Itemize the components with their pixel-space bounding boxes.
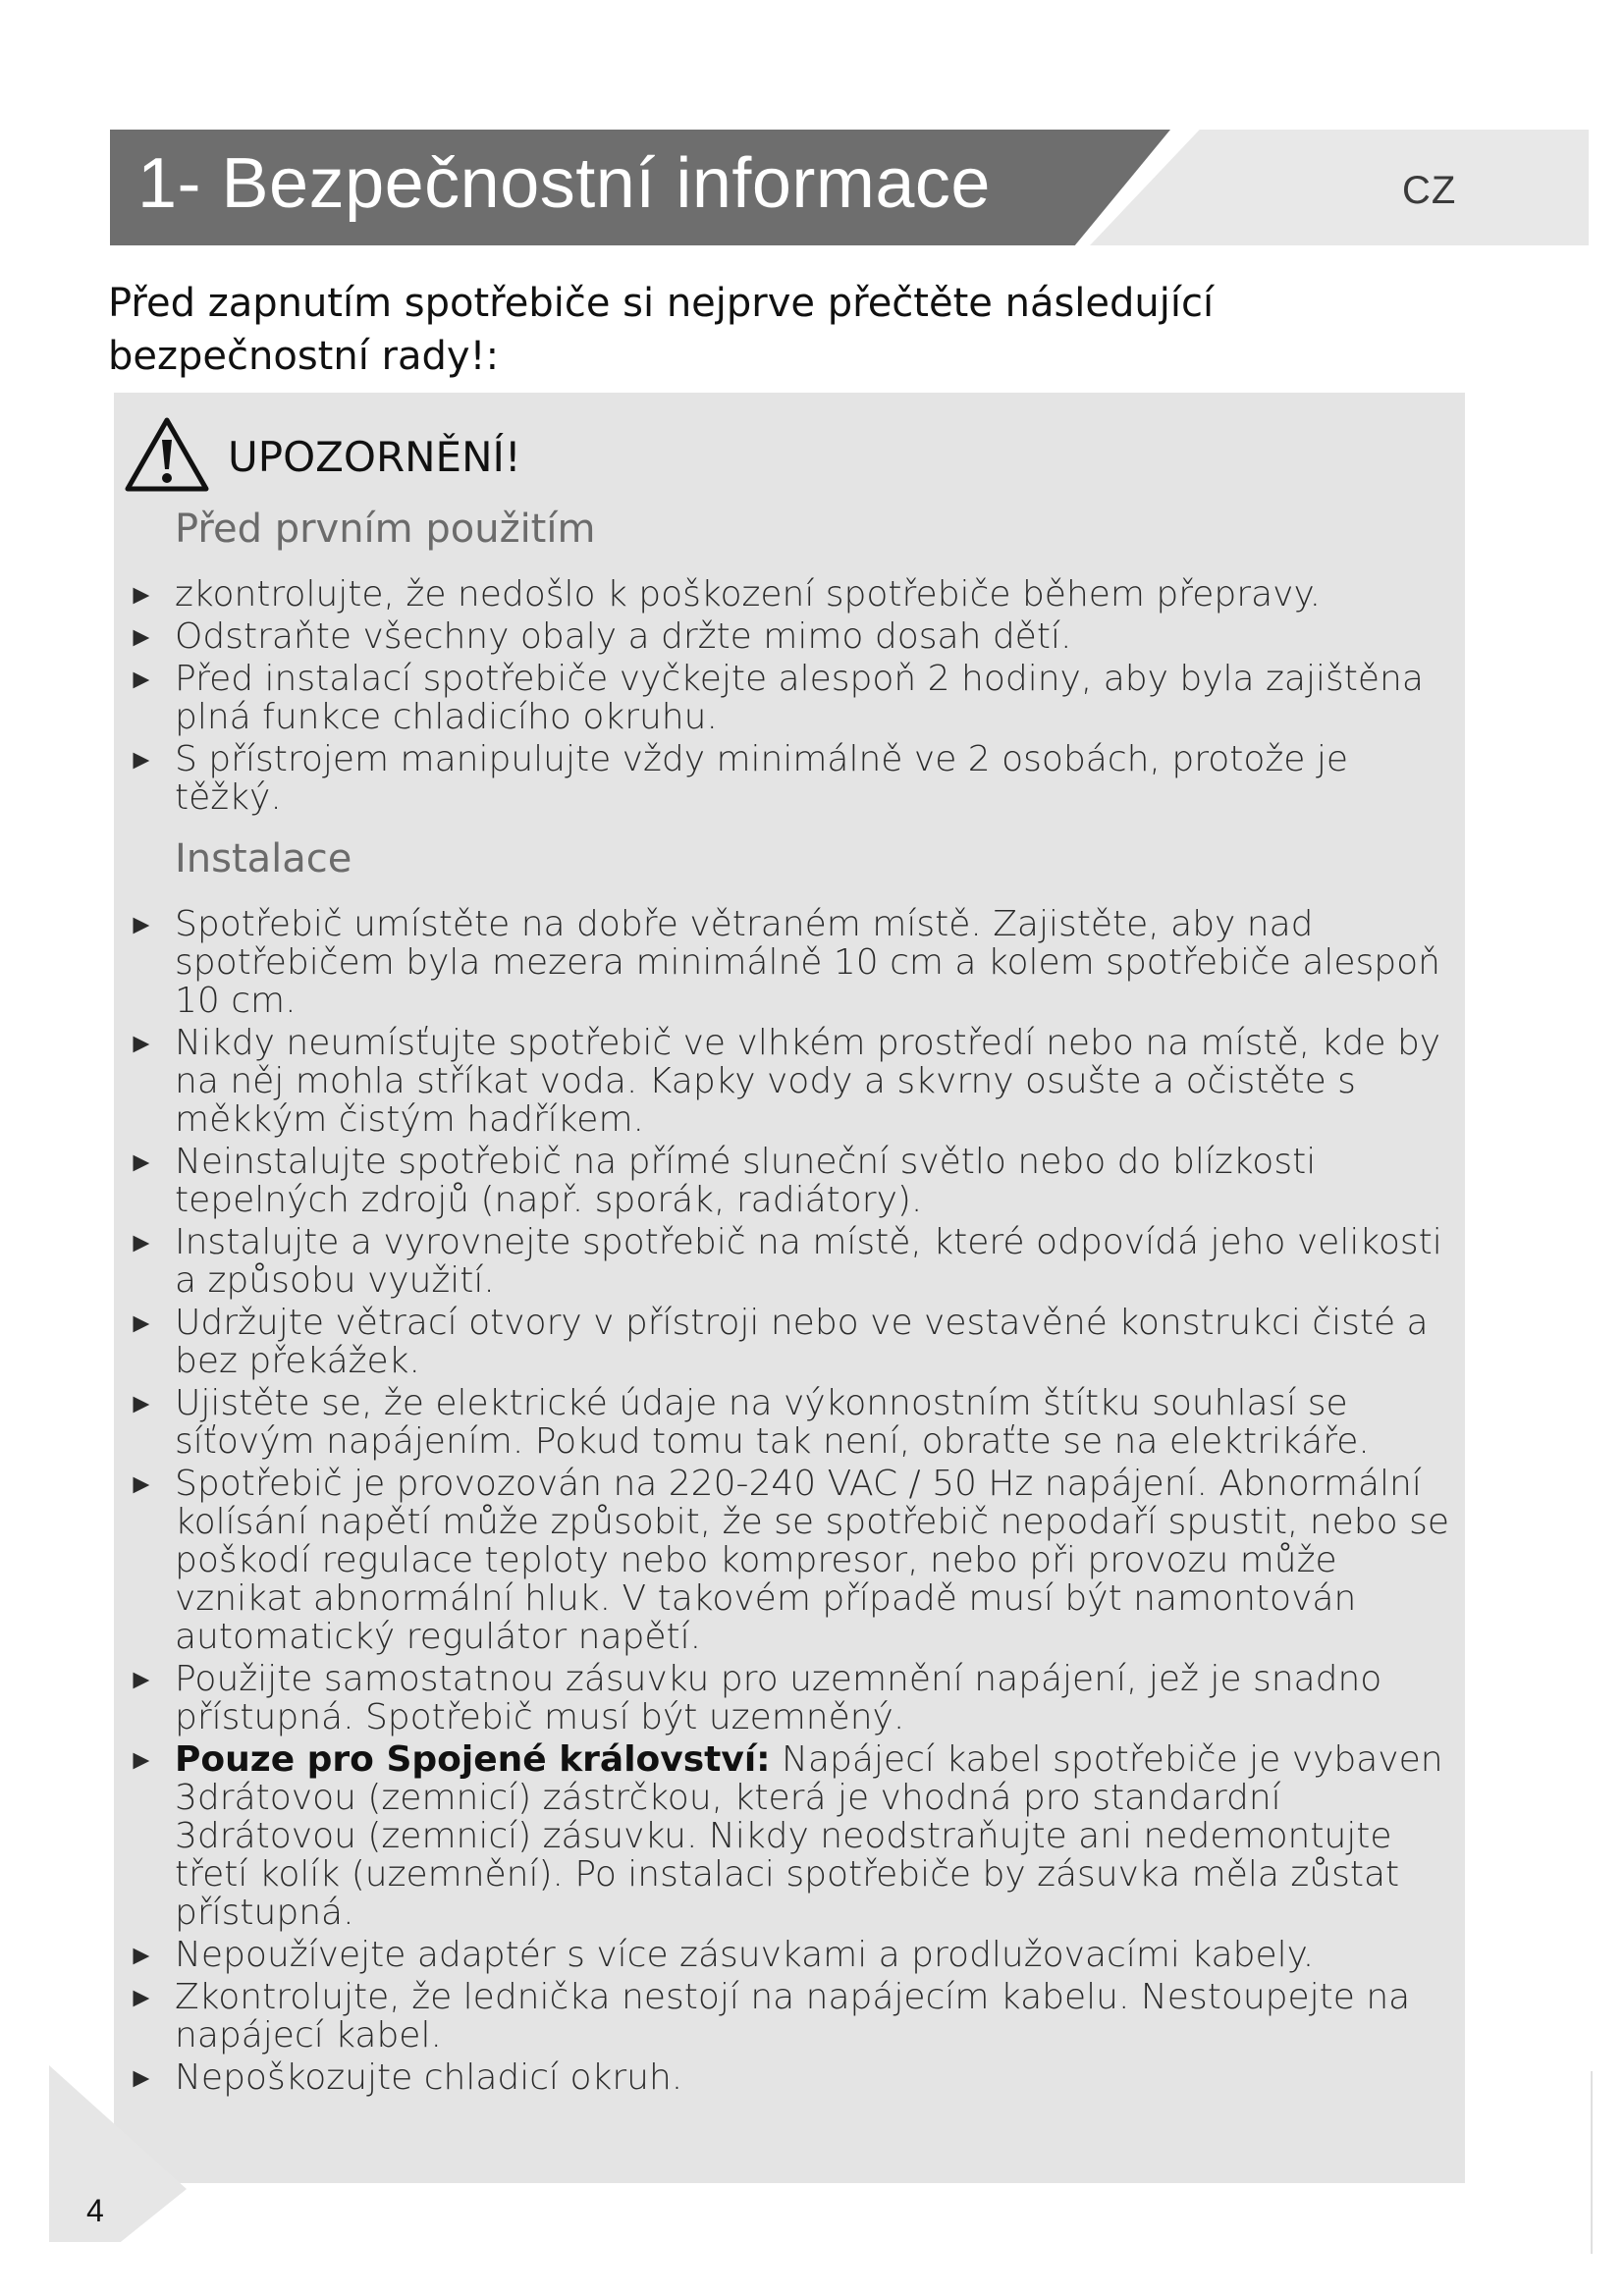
- edge-divider: [1591, 2071, 1593, 2254]
- bullet-icon: ►: [128, 1307, 155, 1339]
- list-item: ► Pouze pro Spojené království: Napájecí kabel spotřebiče je vybaven 3drátovou (zemnicí) zástrčkou, která je vhodná pro standardní 3drátovou (zemnicí) zásuvku. Nikdy neodstraňujte ani nedemontujte třetí kolík (uzemnění). Po instalaci spotřebiče by zásuvka měla zůstat přístupná.: [128, 1739, 1443, 1933]
- bullet-icon: ►: [128, 1387, 155, 1419]
- list-item: ► Použijte samostatnou zásuvku pro uzemnění napájení, jež je snadno přístupná. Spotřebič musí být uzemněný.: [128, 1659, 1382, 1737]
- section-heading-first-use: Před prvním použitím: [175, 507, 596, 552]
- first-use-list: [128, 575, 1463, 821]
- bullet-icon: ►: [128, 908, 155, 940]
- bullet-icon: ►: [128, 663, 155, 695]
- list-item: ► zkontrolujte, že nedošlo k poškození spotřebiče během přepravy.: [128, 574, 1322, 614]
- bullet-icon: ►: [128, 1146, 155, 1178]
- list-item: ► Zkontrolujte, že lednička nestojí na napájecím kabelu. Nestoupejte na napájecí kabel.: [128, 1977, 1411, 2056]
- language-code: CZ: [1402, 169, 1457, 212]
- bullet-icon: ►: [128, 1468, 155, 1500]
- bullet-icon: ►: [128, 620, 155, 653]
- list-item: ► S přístrojem manipulujte vždy minimálně ve 2 osobách, protože je těžký.: [128, 739, 1349, 818]
- list-item: ► Instalujte a vyrovnejte spotřebič na místě, které odpovídá jeho velikosti a způsobu využití.: [128, 1222, 1442, 1301]
- bullet-icon: ►: [128, 578, 155, 611]
- list-item: ► Nepoškozujte chladicí okruh.: [128, 2057, 683, 2098]
- list-item: ► Před instalací spotřebiče vyčkejte alespoň 2 hodiny, aby byla zajištěna plná funkce chladicího okruhu.: [128, 659, 1424, 737]
- bullet-icon: ►: [128, 1743, 155, 1776]
- list-item: ► Spotřebič umístěte na dobře větraném místě. Zajistěte, aby nad spotřebičem byla mezera minimálně 10 cm a kolem spotřebiče alespoň 10 cm.: [128, 904, 1440, 1021]
- list-item: ► Udržujte větrací otvory v přístroji nebo ve vestavěné konstrukci čisté a bez překážek.: [128, 1303, 1429, 1381]
- list-item: ► Neinstalujte spotřebič na přímé sluneční světlo nebo do blízkosti tepelných zdrojů (např. sporák, radiátory).: [128, 1142, 1317, 1220]
- list-item: ► Nepoužívejte adaptér s více zásuvkami a prodlužovacími kabely.: [128, 1935, 1315, 1975]
- language-tab: [1090, 130, 1589, 245]
- bullet-icon: ►: [128, 1226, 155, 1258]
- warning-title: UPOZORNĚNÍ!: [228, 432, 521, 481]
- warning-triangle-icon: [122, 414, 212, 499]
- bullet-icon: ►: [128, 1981, 155, 2013]
- bullet-icon: ►: [128, 743, 155, 775]
- warning-header: [122, 414, 521, 499]
- section-heading-installation: Instalace: [175, 836, 352, 881]
- installation-list: [128, 905, 1463, 2101]
- page-title: 1- Bezpečnostní informace: [137, 144, 991, 223]
- list-item: ► Spotřebič je provozován na 220-240 VAC / 50 Hz napájení. Abnormální kolísání napětí může způsobit, že se spotřebič nepodaří spustit, nebo se poškodí regulace teploty nebo kompresor, nebo při provozu může vznikat abnormální hluk. V takovém případě musí být namontován automatický regulátor napětí.: [128, 1464, 1450, 1657]
- bullet-icon: ►: [128, 1027, 155, 1059]
- page-number: 4: [86, 2193, 104, 2228]
- uk-only-label: Pouze pro Spojené království:: [175, 1739, 771, 1780]
- list-item: ► Ujistěte se, že elektrické údaje na výkonnostním štítku souhlasí se síťovým napájením. Pokud tomu tak není, obraťte se na elektrikáře.: [128, 1383, 1370, 1462]
- bullet-icon: ►: [128, 2061, 155, 2094]
- intro-text: Před zapnutím spotřebiče si nejprve přečtěte následující bezpečnostní rady!:: [108, 281, 1215, 379]
- bullet-icon: ►: [128, 1663, 155, 1695]
- list-item: ► Odstraňte všechny obaly a držte mimo dosah dětí.: [128, 616, 1072, 657]
- bullet-icon: ►: [128, 1939, 155, 1971]
- list-item: ► Nikdy neumísťujte spotřebič ve vlhkém prostředí nebo na místě, kde by na něj mohla stříkat voda. Kapky vody a skvrny osušte a očistěte s měkkým čistým hadříkem.: [128, 1023, 1441, 1140]
